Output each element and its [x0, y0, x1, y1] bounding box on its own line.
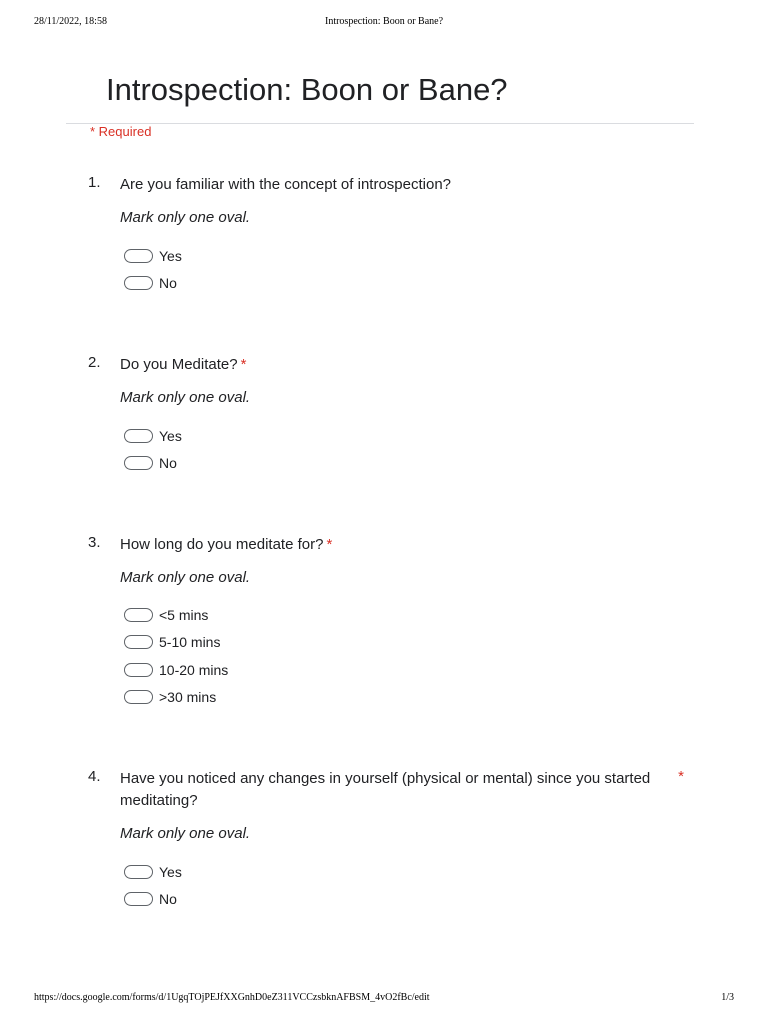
question-instruction: Mark only one oval.	[120, 569, 251, 586]
question-number: 1.	[88, 174, 101, 191]
page-number: 1/3	[721, 992, 734, 1003]
option-label: No	[159, 455, 177, 472]
option-label: 10-20 mins	[159, 661, 229, 678]
print-url: https://docs.google.com/forms/d/1UgqTOjPEJfXXGnhD0eZ311VCCzsbknAFBSM_4vO2fBc/edit	[34, 992, 430, 1003]
radio-oval[interactable]	[124, 608, 153, 622]
question-instruction: Mark only one oval.	[120, 825, 251, 842]
radio-oval[interactable]	[124, 429, 153, 443]
question-4	[88, 768, 698, 918]
option-label: Yes	[159, 427, 182, 444]
radio-oval[interactable]	[124, 276, 153, 290]
option-10-20-mins[interactable]	[124, 656, 228, 684]
question-3	[88, 534, 698, 714]
option-no[interactable]	[124, 450, 182, 478]
option-label: Yes	[159, 247, 182, 264]
question-label: Have you noticed any changes in yourself (physical or mental) since you started meditating?	[120, 770, 651, 809]
question-number: 3.	[88, 534, 101, 551]
radio-oval[interactable]	[124, 635, 153, 649]
question-text	[120, 768, 680, 812]
option-yes[interactable]	[124, 858, 182, 886]
option-label: >30 mins	[159, 689, 217, 706]
print-footer	[34, 992, 734, 1006]
option-yes[interactable]	[124, 422, 182, 450]
option-under-5-mins[interactable]	[124, 601, 228, 629]
option-label: No	[159, 275, 177, 292]
option-yes[interactable]	[124, 242, 182, 270]
options-list	[124, 242, 182, 297]
question-label: Are you familiar with the concept of introspection?	[120, 176, 452, 193]
required-note: * Required	[90, 124, 152, 139]
question-label: Do you Meditate?	[120, 356, 238, 373]
option-label: 5-10 mins	[159, 634, 221, 651]
question-text	[120, 354, 680, 376]
question-instruction: Mark only one oval.	[120, 209, 251, 226]
radio-oval[interactable]	[124, 663, 153, 677]
question-2	[88, 354, 698, 474]
radio-oval[interactable]	[124, 456, 153, 470]
title-divider	[66, 123, 694, 124]
option-no[interactable]	[124, 886, 182, 914]
question-1	[88, 174, 698, 294]
question-instruction: Mark only one oval.	[120, 389, 251, 406]
required-star: *	[326, 536, 333, 553]
required-star: *	[240, 356, 247, 373]
question-label: How long do you meditate for?	[120, 536, 324, 553]
option-5-10-mins[interactable]	[124, 629, 228, 657]
option-label: No	[159, 891, 177, 908]
option-over-30-mins[interactable]	[124, 684, 228, 712]
options-list	[124, 422, 182, 477]
print-doc-title: Introspection: Boon or Bane?	[324, 16, 444, 27]
option-no[interactable]	[124, 270, 182, 298]
radio-oval[interactable]	[124, 690, 153, 704]
radio-oval[interactable]	[124, 249, 153, 263]
question-text	[120, 174, 680, 196]
required-star: *	[678, 768, 684, 785]
option-label: <5 mins	[159, 606, 209, 623]
question-number: 4.	[88, 768, 101, 785]
options-list	[124, 601, 228, 711]
question-text	[120, 534, 680, 556]
form-title: Introspection: Boon or Bane?	[106, 72, 508, 107]
option-label: Yes	[159, 863, 182, 880]
options-list	[124, 858, 182, 913]
print-datetime: 28/11/2022, 18:58	[34, 16, 107, 27]
question-number: 2.	[88, 354, 101, 371]
print-header	[34, 16, 734, 30]
radio-oval[interactable]	[124, 892, 153, 906]
radio-oval[interactable]	[124, 865, 153, 879]
